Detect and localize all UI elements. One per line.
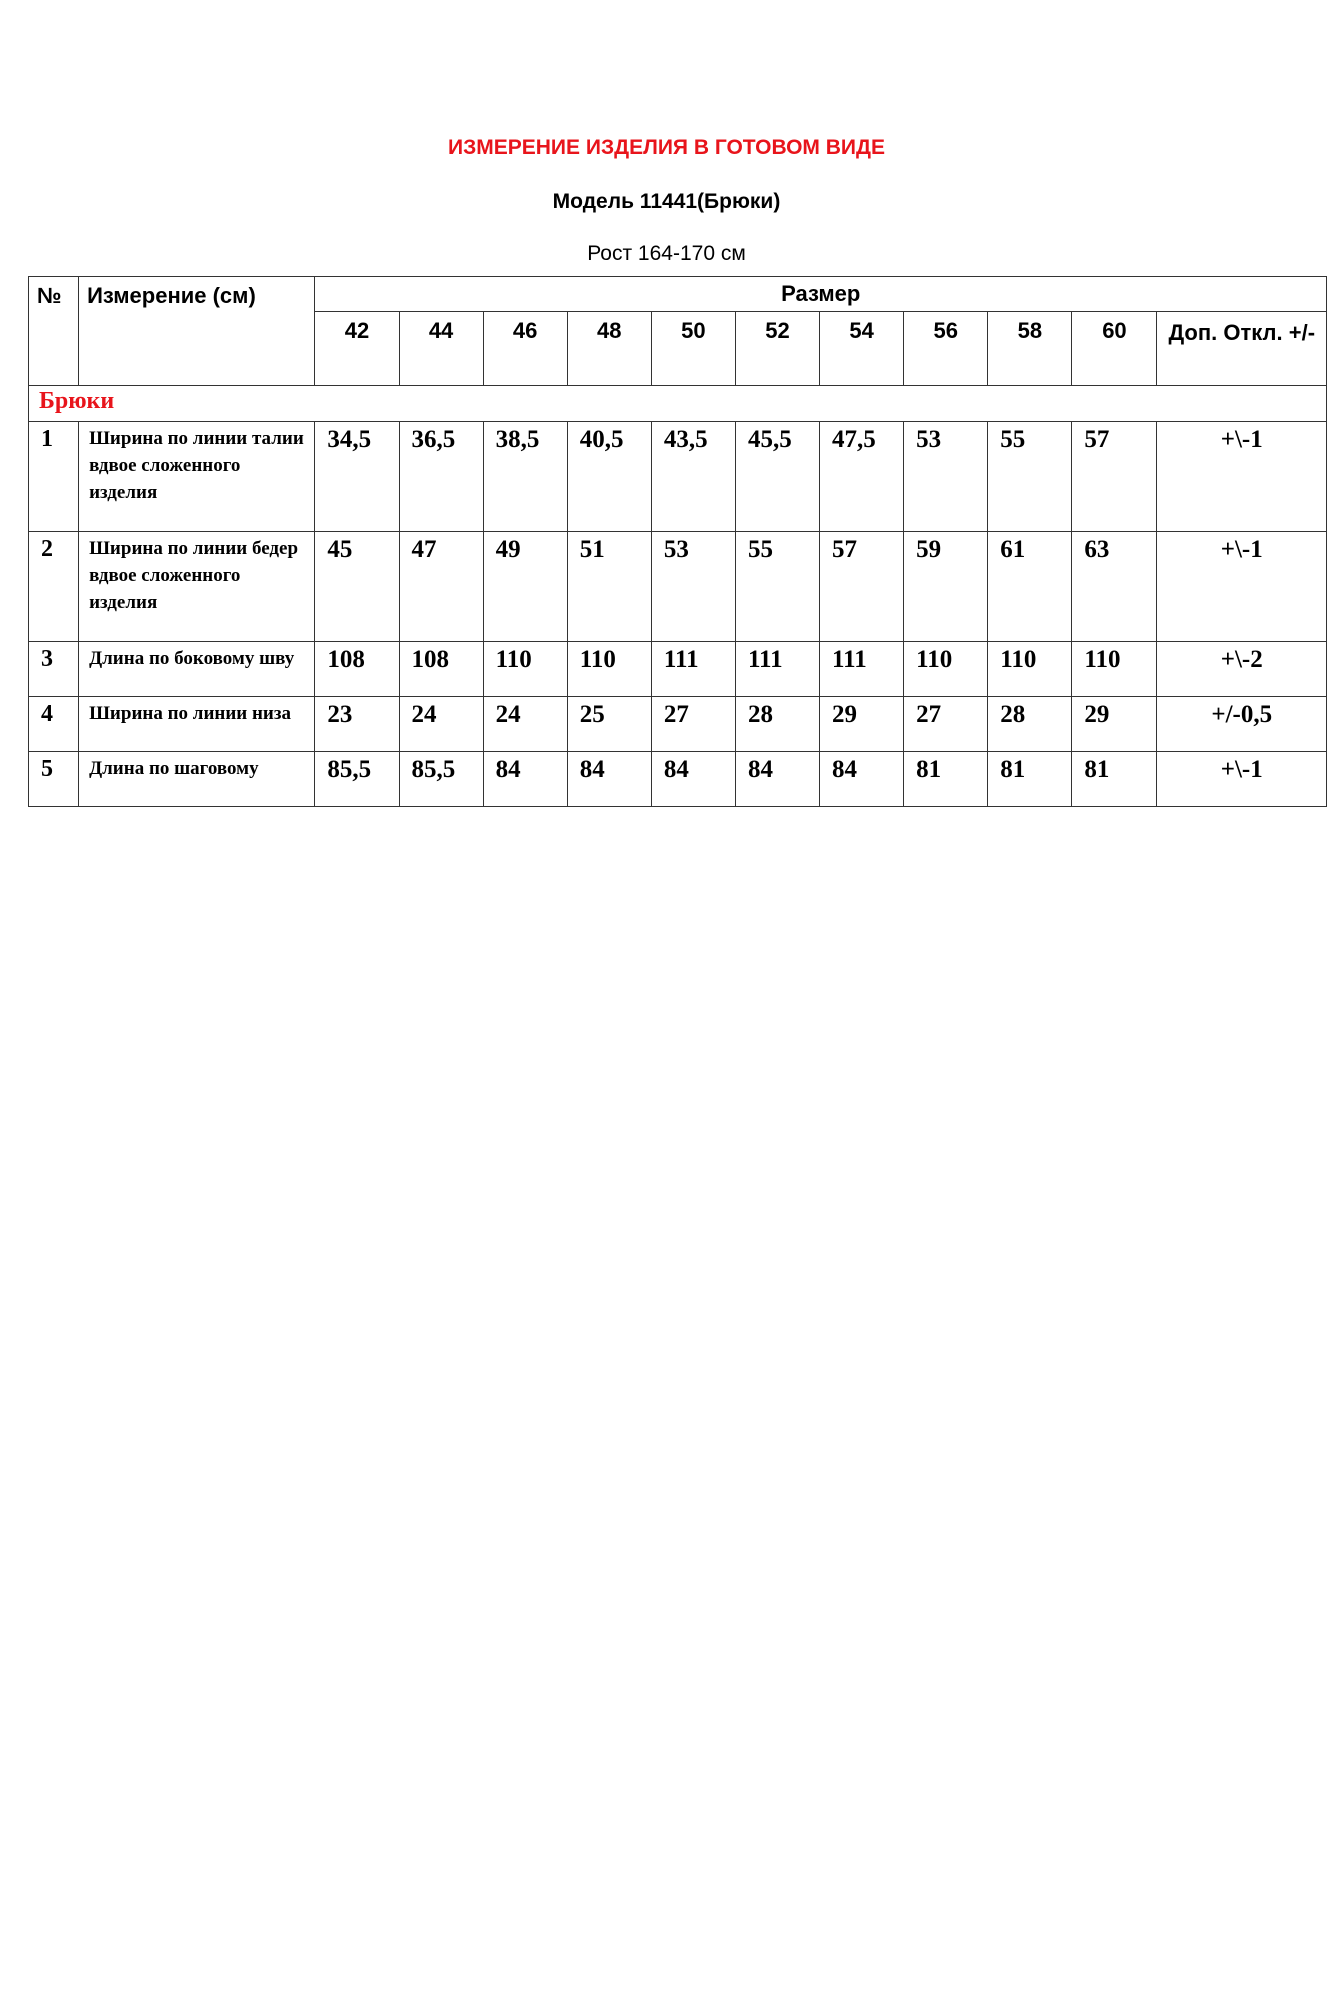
height-range: Рост 164-170 см (587, 242, 746, 265)
size-value-cell: 108 (315, 642, 399, 697)
row-number: 4 (29, 697, 79, 752)
size-value-cell: 43,5 (651, 422, 735, 532)
size-value-cell: 111 (735, 642, 819, 697)
table-row (29, 532, 1327, 642)
size-value-cell: 49 (483, 532, 567, 642)
size-value-cell: 45 (315, 532, 399, 642)
deviation-cell: +\-1 (1157, 422, 1327, 532)
table-row (29, 752, 1327, 807)
header-deviation: Доп. Откл. +/- (1157, 312, 1327, 386)
size-header-cell: 48 (567, 312, 651, 386)
size-value-cell: 47 (399, 532, 483, 642)
size-value-cell: 110 (483, 642, 567, 697)
table-row (29, 422, 1327, 532)
size-value-cell: 57 (820, 532, 904, 642)
size-value-cell: 84 (651, 752, 735, 807)
size-value-cell: 24 (483, 697, 567, 752)
size-value-cell: 27 (651, 697, 735, 752)
size-value-cell: 47,5 (820, 422, 904, 532)
size-value-cell: 84 (567, 752, 651, 807)
table-row (29, 697, 1327, 752)
size-value-cell: 28 (735, 697, 819, 752)
document-title: ИЗМЕРЕНИЕ ИЗДЕЛИЯ В ГОТОВОМ ВИДЕ (448, 136, 885, 159)
size-value-cell: 111 (820, 642, 904, 697)
section-title: Брюки (29, 386, 1327, 422)
size-value-cell: 81 (988, 752, 1072, 807)
deviation-cell: +\-1 (1157, 752, 1327, 807)
size-value-cell: 55 (735, 532, 819, 642)
deviation-cell: +\-1 (1157, 532, 1327, 642)
size-value-cell: 29 (820, 697, 904, 752)
size-value-cell: 24 (399, 697, 483, 752)
row-number: 3 (29, 642, 79, 697)
size-value-cell: 110 (904, 642, 988, 697)
header-number: № (29, 277, 79, 386)
size-header-cell: 58 (988, 312, 1072, 386)
table-row (29, 642, 1327, 697)
size-value-cell: 85,5 (399, 752, 483, 807)
model-name: Модель 11441(Брюки) (552, 190, 781, 213)
measurement-name: Длина по боковому шву (79, 642, 315, 697)
size-header-cell: 50 (651, 312, 735, 386)
size-value-cell: 28 (988, 697, 1072, 752)
size-value-cell: 45,5 (735, 422, 819, 532)
deviation-cell: +/-0,5 (1157, 697, 1327, 752)
size-header-cell: 44 (399, 312, 483, 386)
size-value-cell: 29 (1072, 697, 1157, 752)
size-value-cell: 38,5 (483, 422, 567, 532)
section-row (29, 386, 1327, 422)
size-value-cell: 110 (567, 642, 651, 697)
measurement-name: Ширина по линии бедер вдвое сложенного изделия (79, 532, 315, 642)
measurement-table (28, 276, 1327, 807)
size-header-cell: 60 (1072, 312, 1157, 386)
deviation-cell: +\-2 (1157, 642, 1327, 697)
size-value-cell: 27 (904, 697, 988, 752)
size-value-cell: 59 (904, 532, 988, 642)
size-value-cell: 81 (904, 752, 988, 807)
size-value-cell: 53 (904, 422, 988, 532)
size-value-cell: 57 (1072, 422, 1157, 532)
size-value-cell: 81 (1072, 752, 1157, 807)
size-header-cell: 56 (904, 312, 988, 386)
size-value-cell: 55 (988, 422, 1072, 532)
size-value-cell: 36,5 (399, 422, 483, 532)
size-header-cell: 52 (735, 312, 819, 386)
size-value-cell: 40,5 (567, 422, 651, 532)
size-value-cell: 63 (1072, 532, 1157, 642)
size-value-cell: 61 (988, 532, 1072, 642)
size-value-cell: 84 (735, 752, 819, 807)
header-measurement: Измерение (см) (79, 277, 315, 386)
row-number: 2 (29, 532, 79, 642)
size-value-cell: 84 (483, 752, 567, 807)
measurement-name: Ширина по линии талии вдвое сложенного изделия (79, 422, 315, 532)
size-value-cell: 23 (315, 697, 399, 752)
size-value-cell: 53 (651, 532, 735, 642)
header-row (29, 277, 1327, 312)
size-header-cell: 54 (820, 312, 904, 386)
size-header-cell: 46 (483, 312, 567, 386)
size-value-cell: 34,5 (315, 422, 399, 532)
size-value-cell: 110 (1072, 642, 1157, 697)
size-value-cell: 111 (651, 642, 735, 697)
size-header-cell: 42 (315, 312, 399, 386)
size-value-cell: 108 (399, 642, 483, 697)
size-value-cell: 25 (567, 697, 651, 752)
header-size: Размер (315, 277, 1327, 312)
row-number: 1 (29, 422, 79, 532)
row-number: 5 (29, 752, 79, 807)
measurement-name: Длина по шаговому (79, 752, 315, 807)
measurement-name: Ширина по линии низа (79, 697, 315, 752)
size-value-cell: 85,5 (315, 752, 399, 807)
size-value-cell: 51 (567, 532, 651, 642)
size-value-cell: 84 (820, 752, 904, 807)
size-value-cell: 110 (988, 642, 1072, 697)
